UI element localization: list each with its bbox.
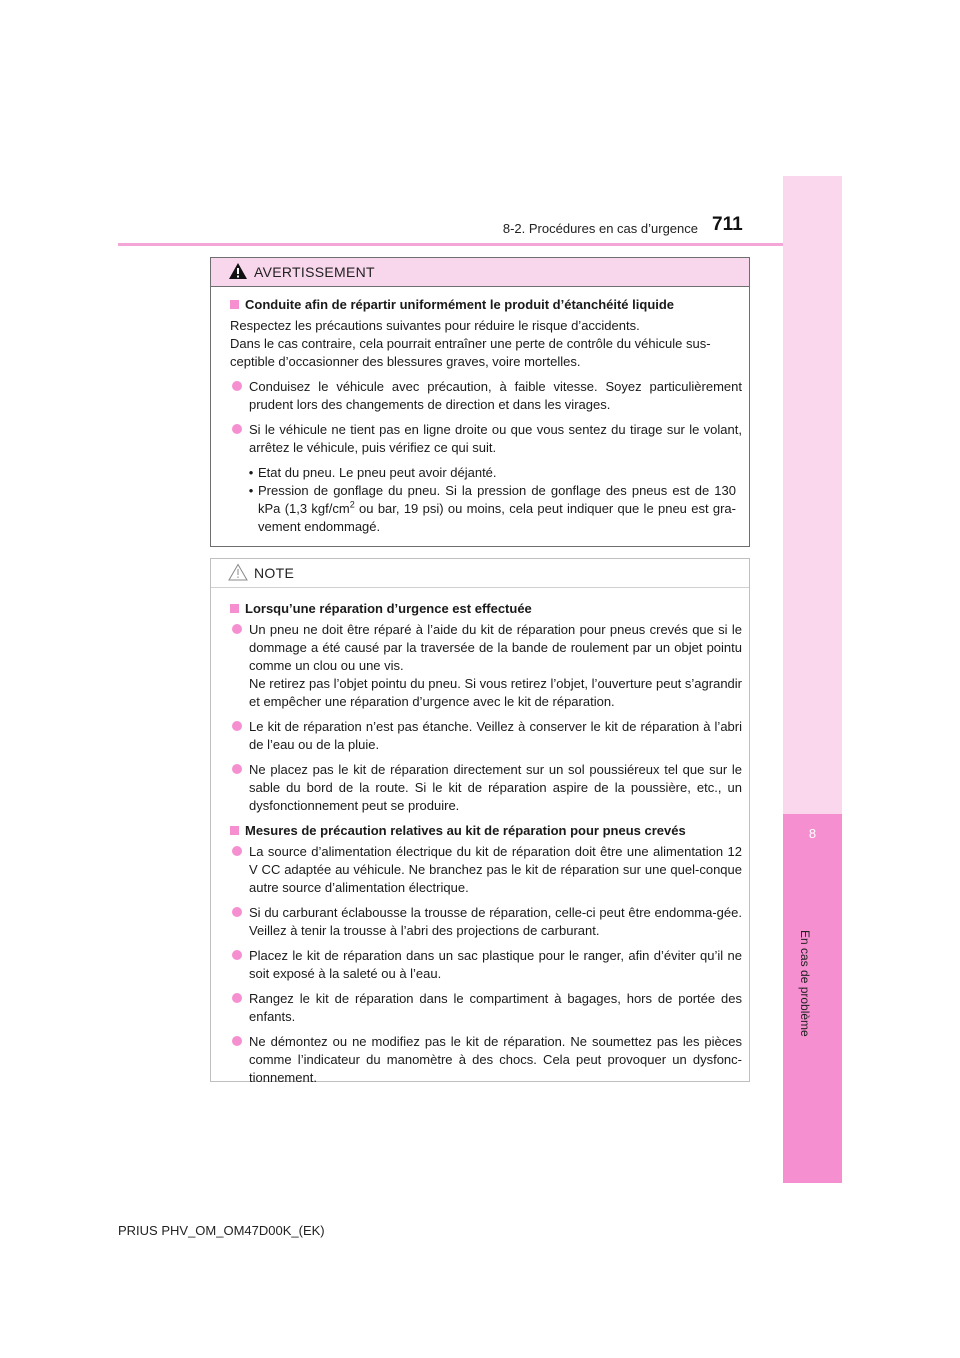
warning-box	[210, 257, 750, 547]
note-body	[211, 588, 749, 1087]
square-bullet-icon	[230, 826, 239, 835]
circle-bullet-icon	[232, 907, 242, 917]
warning-checklist	[230, 464, 742, 536]
warning-intro-1: Respectez les précautions suivantes pour réduire le risque d’accidents.	[230, 318, 640, 333]
checklist-item-1-text: Etat du pneu. Le pneu peut avoir déjanté.	[258, 465, 497, 480]
circle-bullet-icon	[232, 1036, 242, 1046]
warning-title: AVERTISSEMENT	[254, 264, 375, 280]
note-header	[211, 559, 749, 588]
checklist-item-1: • Etat du pneu. Le pneu peut avoir déjanté.	[248, 465, 497, 480]
note-item	[230, 904, 742, 940]
warning-header	[211, 258, 749, 287]
circle-bullet-icon	[232, 624, 242, 634]
note-item-text: Un pneu ne doit être réparé à l’aide du kit de réparation pour pneus crevés que si le dommage a été causé par la traversée de la bande de roulement par un objet pointu comme un clou ou une vis. Ne retirez pas l’objet pointu du pneu. Si vous retirez l’objet, l’ouverture peut s’agrandir et empêcher une réparation d’urgence avec le kit de réparation.	[249, 622, 742, 709]
note-subheading-1	[230, 600, 742, 618]
chapter-number: 8	[808, 826, 817, 841]
warning-body	[211, 287, 749, 536]
note-item	[230, 843, 742, 897]
note-subheading-2	[230, 822, 742, 840]
page-number: 711	[712, 214, 743, 235]
note-subheading-1-text: Lorsqu’une réparation d’urgence est effectuée	[245, 601, 532, 616]
document-id: PRIUS PHV_OM_OM47D00K_(EK)	[118, 1223, 325, 1238]
warning-bullet-1	[230, 378, 742, 414]
note-item-text: Rangez le kit de réparation dans le compartiment à bagages, hors de portée des enfants.	[249, 991, 742, 1024]
circle-bullet-icon	[232, 764, 242, 774]
note-item-text: Si du carburant éclabousse la trousse de réparation, celle-ci peut être endomma-gée. Veillez à tenir la trousse à l’abri des projections de carburant.	[249, 905, 742, 938]
side-tab-active-block	[783, 814, 842, 1183]
circle-bullet-icon	[232, 846, 242, 856]
chapter-label: En cas de problème	[798, 930, 812, 1037]
note-item-text: Placez le kit de réparation dans un sac plastique pour le ranger, afin d’éviter qu’il ne soit exposé à la saleté ou à l’eau.	[249, 948, 742, 981]
note-item-text: Ne placez pas le kit de réparation directement sur un sol poussiéreux tel que sur le sable du bord de la route. Si le kit de réparation aspire de la poussière, etc., un dysfonctionnement peut se produire.	[249, 762, 742, 813]
note-item-text: Ne démontez ou ne modifiez pas le kit de réparation. Ne soumettez pas les pièces comme l’indicateur du manomètre à des chocs. Cela peut provoquer un dysfonc-tionnement.	[249, 1034, 742, 1085]
warning-subheading	[230, 296, 742, 314]
circle-bullet-icon	[232, 381, 242, 391]
note-box	[210, 558, 750, 1085]
checklist-item-2-text: Pression de gonflage du pneu. Si la pression de gonflage des pneus est de 130 kPa (1,3 kgf/$cm^2$ ou bar, 19 psi) ou moins, cela peut indiquer que le pneu est gra-vement endommagé.	[258, 483, 736, 534]
note-item	[230, 621, 742, 711]
warning-triangle-icon	[228, 262, 248, 280]
circle-bullet-icon	[232, 993, 242, 1003]
square-bullet-icon	[230, 300, 239, 309]
warning-bullet-2-text: Si le véhicule ne tient pas en ligne droite ou que vous sentez du tirage sur le volant, arrêtez le véhicule, puis vérifiez ce qui suit.	[249, 422, 742, 455]
note-item-text: La source d’alimentation électrique du kit de réparation doit être une alimentation 12 V CC adaptée au véhicule. Ne branchez pas le kit de réparation sur une quel-conque autre source d’alimentation électrique.	[249, 844, 742, 895]
warning-bullet-1-text: Conduisez le véhicule avec précaution, à faible vitesse. Soyez particulièrement prudent lors des changements de direction et dans les virages.	[249, 379, 742, 412]
note-item	[230, 718, 742, 754]
note-item	[230, 990, 742, 1026]
warning-bullet-2	[230, 421, 742, 457]
section-title: 8-2. Procédures en cas d’urgence	[502, 221, 698, 236]
checklist-item-2: • Pression de gonflage du pneu. Si la pression de gonflage des pneus est de 130 kPa (1,3 kgf/$cm^2$ ou bar, 19 psi) ou moins, cela peut indiquer que le pneu est gra-vement endommagé.	[244, 482, 742, 536]
caution-triangle-icon	[228, 563, 248, 581]
header-divider	[118, 243, 783, 246]
note-item-text: Le kit de réparation n’est pas étanche. Veillez à conserver le kit de réparation à l’abri de l’eau ou de la pluie.	[249, 719, 742, 752]
note-title: NOTE	[254, 565, 295, 581]
note-subheading-2-text: Mesures de précaution relatives au kit de réparation pour pneus crevés	[245, 823, 686, 838]
square-bullet-icon	[230, 604, 239, 613]
circle-bullet-icon	[232, 721, 242, 731]
circle-bullet-icon	[232, 950, 242, 960]
note-item	[230, 1033, 742, 1087]
circle-bullet-icon	[232, 424, 242, 434]
warning-intro-2: Dans le cas contraire, cela pourrait entraîner une perte de contrôle du véhicule sus-ceptible d’occasionner des blessures graves, voire mortelles.	[230, 336, 711, 369]
warning-subheading-text: Conduite afin de répartir uniformément le produit d’étanchéité liquide	[245, 297, 675, 312]
note-item	[230, 761, 742, 815]
note-item	[230, 947, 742, 983]
